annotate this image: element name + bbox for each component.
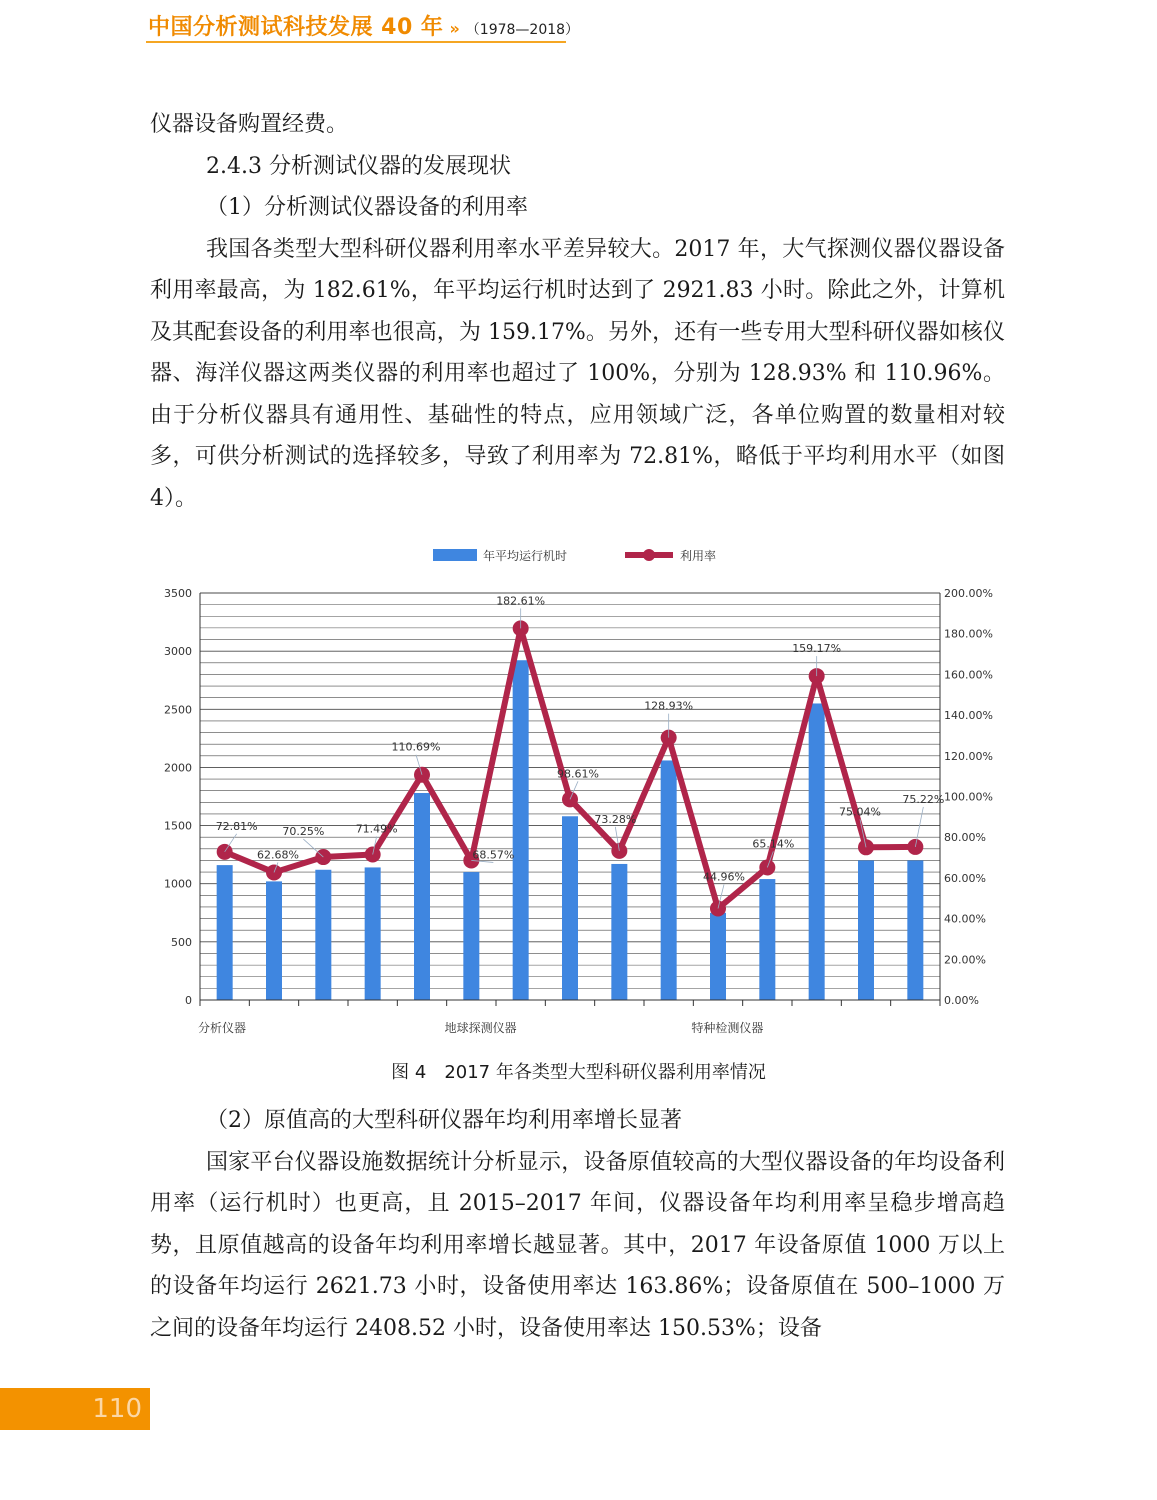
data-label: 182.61%	[496, 594, 546, 608]
chart-legend	[433, 548, 716, 563]
data-label: 159.17%	[792, 642, 842, 656]
bar	[513, 660, 529, 1000]
bar	[562, 816, 578, 1000]
book-title: 中国分析测试科技发展 40 年	[148, 15, 444, 40]
data-label: 110.69%	[391, 740, 441, 754]
page-number-tab	[0, 1388, 150, 1430]
header-divider	[146, 41, 566, 43]
data-label: 65.14%	[752, 837, 795, 851]
bar	[809, 703, 825, 1000]
left-axis-tick-label: 3500	[164, 587, 192, 600]
body-paragraph: 我国各类型大型科研仪器利用率水平差异较大。2017 年，大气探测仪器仪器设备利用率最高，为 182.61%，年平均运行机时达到了 2921.83 小时。除此之外，计算机及其配套设备的利用率也很高，为 159.17%。另外，还有一些专用大型科研仪器如核仪器、海洋仪器这两类仪器的利用率也超过了 100%，分别为 128.93% 和 110.96%。由于分析仪器具有通用性、基础性的特点，应用领域广泛，各单位购置的数量相对较多，可供分析测试的选择较多，导致了利用率为 72.81%，略低于平均利用水平（如图 4）。	[150, 236, 1005, 511]
bar	[414, 793, 430, 1000]
data-label: 72.81%	[215, 819, 258, 833]
right-axis-tick-label: 200.00%	[944, 587, 993, 600]
continued-line: 仪器设备购置经费。	[150, 112, 349, 137]
right-axis-tick-label: 80.00%	[944, 831, 986, 845]
right-axis-tick-label: 180.00%	[944, 627, 993, 641]
right-axis-tick-label: 140.00%	[944, 709, 993, 723]
right-axis-tick-label: 40.00%	[944, 912, 986, 926]
left-axis-tick-label: 2500	[164, 703, 192, 717]
body-text-bottom	[150, 1100, 1005, 1349]
data-label-leader	[303, 839, 323, 857]
double-chevron-icon: »	[449, 19, 460, 38]
book-years: （1978—2018）	[465, 22, 580, 38]
line-marker	[611, 843, 627, 859]
right-axis-tick-label: 120.00%	[944, 749, 993, 763]
bar	[710, 913, 726, 1000]
left-axis-tick-label: 500	[171, 935, 192, 949]
bar	[611, 864, 627, 1000]
left-axis-tick-label: 2000	[164, 761, 192, 775]
subsection-heading: （1）分析测试仪器设备的利用率	[206, 195, 528, 220]
page-number: 110	[92, 1394, 142, 1424]
left-axis-tick-label: 0	[185, 994, 192, 1007]
category-label: 特种检测仪器	[691, 1021, 764, 1035]
legend-line-label: 利用率	[680, 549, 717, 563]
right-axis-tick-label: 0.00%	[944, 994, 979, 1007]
data-label: 71.49%	[355, 822, 398, 836]
figure-caption: 图 4 2017 年各类型大型科研仪器利用率情况	[391, 1062, 766, 1083]
right-axis-tick-label: 60.00%	[944, 871, 986, 885]
bar	[759, 879, 775, 1000]
data-label: 128.93%	[644, 699, 694, 713]
subsection-heading-2: （2）原值高的大型科研仪器年均利用率增长显著	[206, 1108, 682, 1133]
running-header	[148, 10, 579, 40]
data-label: 75.04%	[839, 805, 881, 819]
bar	[266, 881, 282, 1000]
legend-line-marker	[643, 549, 655, 561]
right-axis-tick-label: 100.00%	[944, 790, 993, 804]
left-axis-tick-label: 1000	[164, 877, 192, 891]
left-axis-tick-label: 3000	[164, 645, 192, 659]
right-axis-tick-label: 20.00%	[944, 953, 986, 967]
legend-bar-label: 年平均运行机时	[483, 549, 568, 563]
utilization-chart	[0, 535, 1157, 1055]
legend-bar-swatch	[433, 549, 477, 561]
bar	[907, 860, 923, 1000]
bar	[661, 760, 677, 1000]
data-label: 73.28%	[594, 812, 637, 826]
category-label: 地球探测仪器	[444, 1021, 517, 1035]
left-axis-tick-label: 1500	[164, 819, 192, 833]
data-label: 75.22%	[902, 792, 945, 806]
bar	[463, 872, 479, 1000]
data-label: 62.68%	[257, 848, 299, 862]
right-axis-tick-label: 160.00%	[944, 668, 993, 682]
data-label: 44.96%	[703, 870, 745, 884]
data-label: 68.57%	[472, 848, 515, 862]
body-text-top	[150, 104, 1005, 519]
section-heading: 2.4.3 分析测试仪器的发展现状	[206, 153, 511, 179]
category-label: 分析仪器	[198, 1021, 247, 1035]
bar	[365, 867, 381, 1000]
bar	[858, 860, 874, 1000]
body-paragraph-2: 国家平台仪器设施数据统计分析显示，设备原值较高的大型仪器设备的年均设备利用率（运行机时）也更高，且 2015–2017 年间，仪器设备年均利用率呈稳步增高趋势，且原值越高的设备年均利用率增长越显著。其中，2017 年设备原值 1000 万以上的设备年均运行 2621.73 小时，设备使用率达 163.86%；设备原值在 500–1000 万之间的设备年均运行 2408.52 小时，设备使用率达 150.53%；设备	[150, 1149, 1005, 1341]
bar	[315, 870, 331, 1000]
data-label: 70.25%	[282, 825, 325, 839]
data-label: 98.61%	[557, 767, 599, 781]
bar	[217, 865, 233, 1000]
